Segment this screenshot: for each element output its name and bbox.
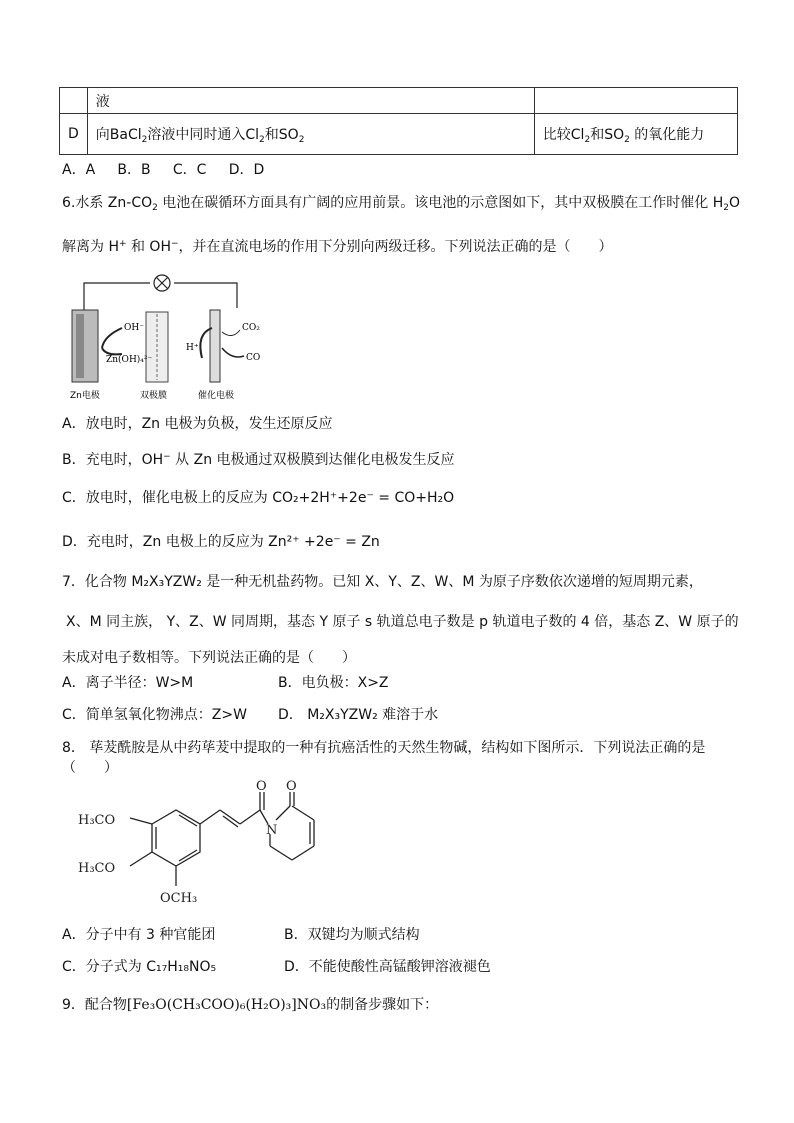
table-row-label: D: [60, 114, 88, 155]
q5-option-b: B．B: [117, 162, 151, 178]
table-cell-empty: [60, 88, 88, 114]
zn-electrode: [72, 310, 98, 382]
q6-option-c: C．放电时，催化电极上的反应为 CO₂+2H⁺+2e⁻ = CO+H₂O: [62, 490, 455, 506]
q6-option-b: B．充电时，OH− 从 Zn 电极通过双极膜到达催化电极发生反应: [62, 452, 455, 468]
label-h: H⁺: [186, 343, 199, 353]
molecular-structure: [70, 780, 360, 915]
table-cell-empty2: [534, 88, 737, 114]
q8-option-a: A．分子中有 3 种官能团: [62, 927, 216, 943]
label-membrane: 双极膜: [140, 391, 168, 401]
label-oh: OH⁻: [124, 323, 144, 333]
label-o2: O: [286, 780, 297, 794]
q6-option-d: D．充电时，Zn 电极上的反应为 Zn²⁺ +2e⁻ = Zn: [62, 534, 380, 550]
q8-option-d: D．不能使酸性高锰酸钾溶液褪色: [284, 959, 491, 975]
label-znoh: Zn(OH)₄²⁻: [106, 355, 153, 365]
label-h3co-1: H₃CO: [78, 813, 116, 828]
q8-option-b: B．双键均为顺式结构: [284, 927, 420, 943]
q6-stem-line2: 解离为 H+ 和 OH−，并在直流电场的作用下分别向两级迁移。下列说法正确的是（ ）: [62, 239, 613, 255]
q5-option-a: A．A: [62, 162, 96, 178]
label-o1: O: [256, 780, 267, 794]
label-co2: CO₂: [242, 323, 260, 333]
experiment-table: [59, 87, 738, 155]
q6-option-a: A．放电时，Zn 电极为负极，发生还原反应: [62, 416, 333, 432]
q5-answers: [62, 159, 264, 179]
q7-stem-line2: X、M 同主族， Y、Z、W 同周期，基态 Y 原子 s 轨道总电子数是 p 轨道电子数的 4 倍，基态 Z、W 原子的: [66, 614, 739, 630]
q9-formula: [Fe₃O(CH₃COO)₆(H₂O)₃]NO₃: [126, 997, 327, 1013]
q7-option-b: B．电负极：X>Z: [278, 675, 389, 691]
table-cell-liquid: 液: [87, 88, 534, 114]
q7-option-c: C．简单氢氧化物沸点：Z>W: [62, 707, 247, 723]
label-och3: OCH₃: [160, 891, 198, 906]
table-cell-purpose: 比较$Cl_2$和$SO_2$ 的氧化能力: [534, 114, 737, 155]
q8-stem-line2: （ ）: [62, 760, 118, 776]
q8-option-c: C．分子式为 C₁₇H₁₈NO₅: [62, 959, 217, 975]
label-catalytic-electrode: 催化电极: [198, 391, 235, 401]
label-zn-electrode: Zn电极: [70, 391, 100, 401]
q7-stem-line1: 7．化合物 M₂X₃YZW₂ 是一种无机盐药物。已知 X、Y、Z、W、M 为原子序数依次递增的短周期元素，: [62, 574, 703, 590]
q7-option-a: A．离子半径：W>M: [62, 675, 194, 691]
catalytic-electrode: [210, 310, 220, 382]
q6-stem-line1: 6.水系 $Zn-CO_2$ 电池在碳循环方面具有广阔的应用前景。该电池的示意图如下，其中双极膜在工作时催化 $H_2O$: [62, 195, 741, 213]
q5-option-c: C．C: [172, 162, 207, 178]
label-h3co-2: H₃CO: [78, 861, 116, 876]
table-cell-procedure: 向BaCl$_2$溶液中同时通入$Cl_2$和$SO_2$: [87, 114, 534, 155]
q8-stem-line1: 8． 荜茇酰胺是从中药荜茇中提取的一种有抗癌活性的天然生物碱，结构如下图所示．下列说法正确的是: [62, 740, 706, 756]
q7-stem-line3: 未成对电子数相等。下列说法正确的是（ ）: [62, 650, 356, 666]
label-co: CO: [246, 353, 261, 363]
label-n: N: [266, 823, 278, 838]
q9-stem: 9．配合物[Fe₃O(CH₃COO)₆(H₂O)₃]NO₃的制备步骤如下：: [62, 997, 439, 1013]
q7-option-d: D． M₂X₃YZW₂ 难溶于水: [278, 707, 439, 723]
battery-diagram: [62, 270, 292, 405]
q5-option-d: D．D: [228, 162, 265, 178]
